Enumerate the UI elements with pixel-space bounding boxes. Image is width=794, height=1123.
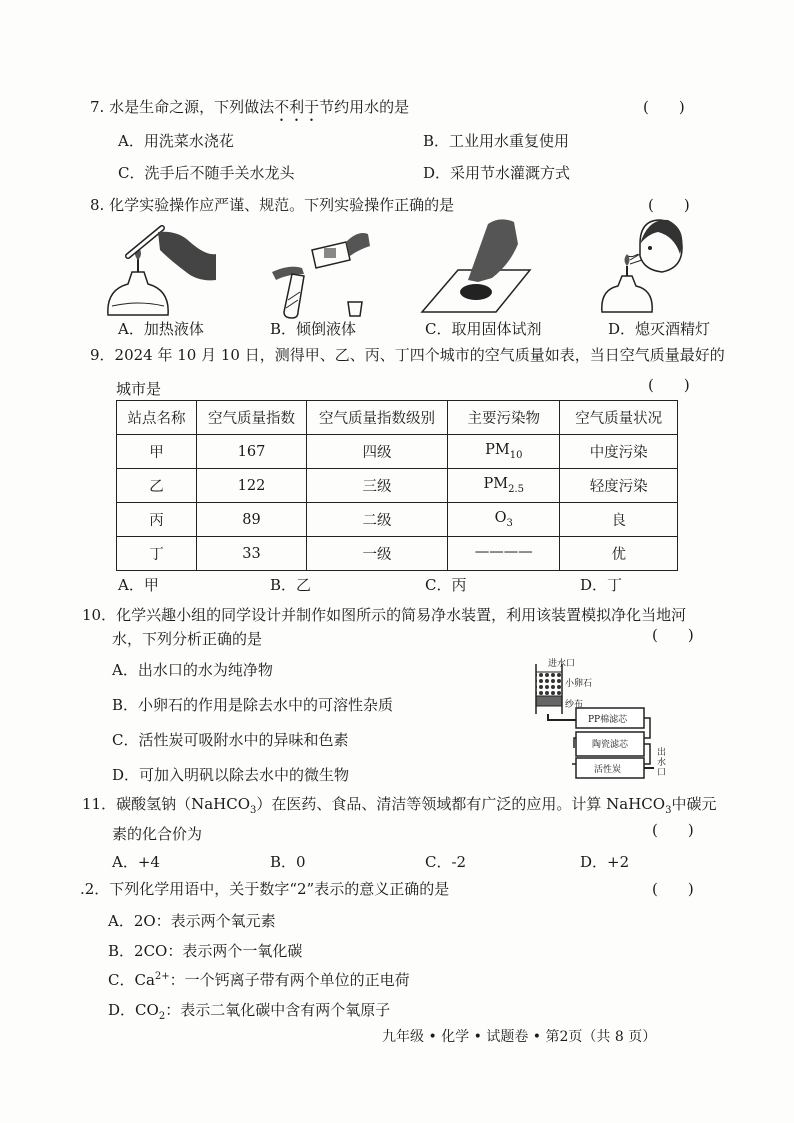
- cell-status: 中度污染: [560, 435, 678, 469]
- cell-site: 甲: [117, 435, 197, 469]
- cell-index: 33: [197, 537, 307, 571]
- q9-option-c: C．丙: [425, 576, 467, 594]
- q10-option-b: B．小卵石的作用是除去水中的可溶性杂质: [112, 696, 394, 714]
- q8-stem: 8. 化学实验操作应严谨、规范。下列实验操作正确的是: [90, 196, 455, 214]
- q8-option-d: D．熄灭酒精灯: [608, 320, 711, 338]
- label-gauze: 纱布: [565, 700, 584, 710]
- q8-answer-paren[interactable]: ( ): [648, 196, 690, 214]
- cell-pollutant: ————: [448, 537, 560, 571]
- cell-site: 丁: [117, 537, 197, 571]
- label-outlet: 出水口: [657, 748, 667, 778]
- q12-answer-paren[interactable]: ( ): [652, 880, 694, 898]
- label-pebble: 小卵石: [565, 679, 593, 689]
- q9-option-a: A．甲: [118, 576, 159, 594]
- q11-stem-line2: 素的化合价为: [112, 825, 203, 843]
- q11-stem-line1: 11．碳酸氢钠（NaHCO$_3$）在医药、食品、清洁等领域都有广泛的应用。计算 NaHCO$_3$中碳元: [82, 795, 717, 816]
- q11-option-a: A．+4: [112, 853, 160, 871]
- pouring-liquid-illustration: [262, 220, 372, 320]
- q11-answer-paren[interactable]: ( ): [652, 821, 694, 839]
- label-ceramic-filter: 陶瓷滤芯: [592, 740, 629, 750]
- table-row: [117, 537, 678, 571]
- cell-level: 一级: [306, 537, 447, 571]
- q9-option-b: B．乙: [270, 576, 312, 594]
- cell-status: 优: [560, 537, 678, 571]
- q9-stem-line2: 城市是: [116, 380, 162, 398]
- label-pp-filter: PP棉滤芯: [588, 715, 628, 725]
- air-quality-table: [116, 400, 678, 571]
- cell-index: 167: [197, 435, 307, 469]
- q7-emphasis: 不利于: [274, 98, 320, 116]
- q10-option-d: D．可加入明矾以除去水中的微生物: [112, 766, 350, 784]
- cell-status: 良: [560, 503, 678, 537]
- q10-option-c: C．活性炭可吸附水中的异味和色素: [112, 731, 349, 749]
- heating-liquid-illustration: [98, 220, 218, 320]
- cell-pollutant: $O_3$: [448, 503, 560, 537]
- q9-stem-line1: 9．2024 年 10 月 10 日，测得甲、乙、丙、丁四个城市的空气质量如表，当日空气质量最好的: [90, 346, 725, 364]
- taking-solid-illustration: [418, 216, 538, 320]
- q7-option-a: A．用洗菜水浇花: [118, 132, 234, 150]
- page-footer: 九年级 • 化学 • 试题卷 • 第2页（共 8 页）: [382, 1029, 657, 1045]
- cell-index: 89: [197, 503, 307, 537]
- header-level: 空气质量指数级别: [306, 401, 447, 435]
- q7-option-d: D．采用节水灌溉方式: [423, 164, 571, 182]
- q7-answer-paren[interactable]: ( ): [643, 98, 685, 116]
- q7-option-b: B．工业用水重复使用: [423, 132, 570, 150]
- q11-option-c: C．-2: [425, 853, 467, 871]
- header-status: 空气质量状况: [560, 401, 678, 435]
- q11-option-d: D．+2: [580, 853, 630, 871]
- cell-index: 122: [197, 469, 307, 503]
- q10-option-a: A．出水口的水为纯净物: [112, 661, 273, 679]
- q7-option-c: C．洗手后不随手关水龙头: [118, 164, 295, 182]
- header-index: 空气质量指数: [197, 401, 307, 435]
- table-row: [117, 469, 678, 503]
- cell-level: 三级: [306, 469, 447, 503]
- cell-level: 二级: [306, 503, 447, 537]
- cell-pollutant: $PM_{2.5}$: [448, 469, 560, 503]
- q10-stem-line1: 10．化学兴趣小组的同学设计并制作如图所示的简易净水装置，利用该装置模拟净化当地河: [82, 606, 687, 624]
- q8-option-a: A．加热液体: [118, 320, 204, 338]
- q9-option-d: D．丁: [580, 576, 623, 594]
- q12-option-d: D．$CO_2$：表示二氧化碳中含有两个氧原子: [108, 1001, 391, 1022]
- header-site: 站点名称: [117, 401, 197, 435]
- cell-status: 轻度污染: [560, 469, 678, 503]
- table-row: [117, 435, 678, 469]
- cell-level: 四级: [306, 435, 447, 469]
- q12-stem: .2．下列化学用语中，关于数字“2”表示的意义正确的是: [80, 880, 450, 898]
- cell-site: 乙: [117, 469, 197, 503]
- header-pollutant: 主要污染物: [448, 401, 560, 435]
- q11-option-b: B．0: [270, 853, 306, 871]
- table-row: [117, 503, 678, 537]
- cell-pollutant: $PM_{10}$: [448, 435, 560, 469]
- label-carbon: 活性炭: [594, 765, 622, 775]
- q12-option-a: A．2O：表示两个氧元素: [108, 912, 276, 930]
- label-inlet: 进水口: [548, 659, 576, 669]
- q10-stem-line2: 水，下列分析正确的是: [112, 630, 263, 648]
- q8-option-b: B．倾倒液体: [270, 320, 357, 338]
- q7-stem: 7. 水是生命之源，下列做法不利于节约用水的是: [90, 98, 410, 116]
- extinguish-lamp-illustration: [598, 214, 694, 318]
- q8-option-c: C．取用固体试剂: [425, 320, 542, 338]
- q10-answer-paren[interactable]: ( ): [652, 626, 694, 644]
- cell-site: 丙: [117, 503, 197, 537]
- q9-answer-paren[interactable]: ( ): [648, 376, 690, 394]
- q12-option-b: B．2CO：表示两个一氧化碳: [108, 942, 303, 960]
- table-header-row: [117, 401, 678, 435]
- q12-option-c: C．$Ca^{2+}$：一个钙离子带有两个单位的正电荷: [108, 971, 410, 989]
